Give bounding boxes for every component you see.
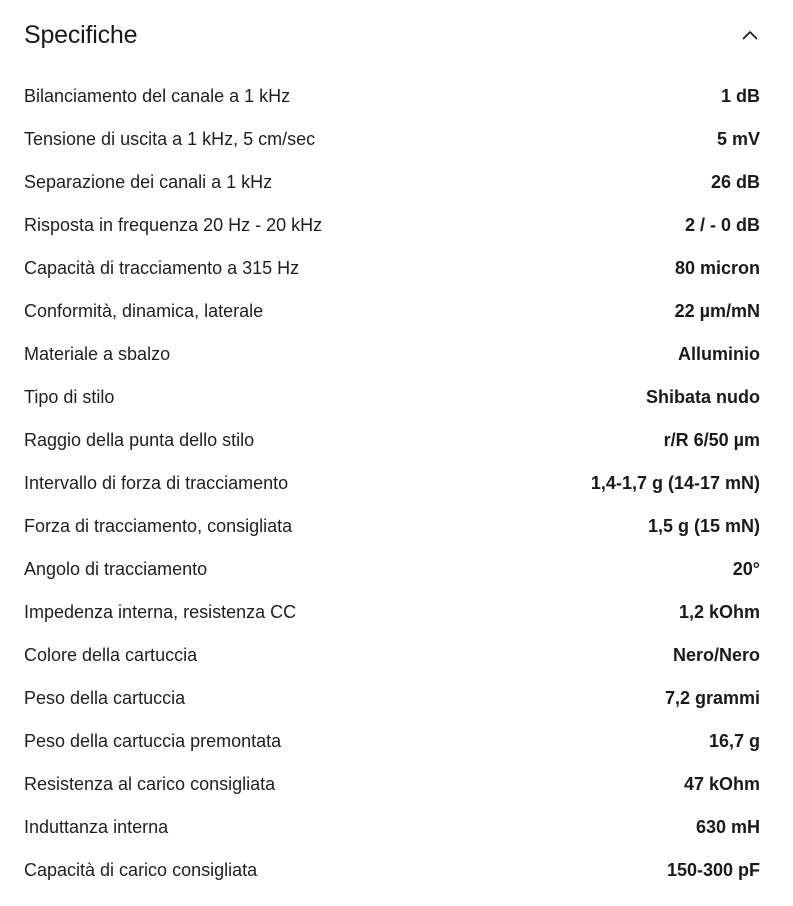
spec-label: Forza di tracciamento, consigliata [24, 516, 293, 536]
specs-header[interactable] [24, 14, 760, 56]
specs-title: Specifiche [24, 20, 138, 49]
spec-value: 150-300 pF [666, 860, 760, 880]
spec-value: 26 dB [710, 172, 760, 192]
spec-row [24, 505, 760, 548]
specs-list [24, 75, 760, 892]
spec-row [24, 376, 760, 419]
spec-label: Risposta in frequenza 20 Hz - 20 kHz [24, 215, 323, 235]
spec-label: Tensione di uscita a 1 kHz, 5 cm/sec [24, 129, 316, 149]
spec-row [24, 677, 760, 720]
spec-value: 80 micron [674, 258, 760, 278]
spec-label: Conformità, dinamica, laterale [24, 301, 264, 321]
spec-row [24, 462, 760, 505]
spec-value: Alluminio [678, 344, 760, 364]
spec-label: Bilanciamento del canale a 1 kHz [24, 86, 291, 106]
spec-row [24, 849, 760, 892]
spec-row [24, 720, 760, 763]
spec-value: 1,4-1,7 g (14-17 mN) [590, 473, 760, 493]
spec-label: Intervallo di forza di tracciamento [24, 473, 289, 493]
spec-value: 5 mV [716, 129, 760, 149]
spec-label: Materiale a sbalzo [24, 344, 171, 364]
spec-row [24, 806, 760, 849]
spec-row [24, 247, 760, 290]
spec-value: 630 mH [695, 817, 760, 837]
spec-row [24, 591, 760, 634]
spec-row [24, 634, 760, 677]
spec-row [24, 290, 760, 333]
spec-row [24, 204, 760, 247]
spec-label: Peso della cartuccia premontata [24, 731, 282, 751]
spec-label: Colore della cartuccia [24, 645, 198, 665]
spec-row [24, 333, 760, 376]
spec-value: 47 kOhm [683, 774, 760, 794]
spec-label: Impedenza interna, resistenza CC [24, 602, 297, 622]
spec-label: Capacità di tracciamento a 315 Hz [24, 258, 300, 278]
spec-row [24, 118, 760, 161]
spec-value: 7,2 grammi [664, 688, 760, 708]
spec-value: 22 µm/mN [674, 301, 760, 321]
spec-label: Angolo di tracciamento [24, 559, 208, 579]
spec-row [24, 419, 760, 462]
spec-label: Tipo di stilo [24, 387, 115, 407]
spec-label: Peso della cartuccia [24, 688, 186, 708]
chevron-up-icon [742, 30, 758, 40]
spec-value: 20° [732, 559, 760, 579]
spec-value: r/R 6/50 µm [663, 430, 760, 450]
spec-label: Induttanza interna [24, 817, 169, 837]
spec-value: Shibata nudo [646, 387, 760, 407]
spec-row [24, 161, 760, 204]
spec-value: 1 dB [720, 86, 760, 106]
spec-label: Resistenza al carico consigliata [24, 774, 276, 794]
spec-value: 2 / - 0 dB [684, 215, 760, 235]
spec-value: 16,7 g [708, 731, 760, 751]
spec-value: 1,2 kOhm [678, 602, 760, 622]
spec-row [24, 763, 760, 806]
spec-value: Nero/Nero [672, 645, 760, 665]
spec-row [24, 75, 760, 118]
spec-value: 1,5 g (15 mN) [647, 516, 760, 536]
spec-label: Raggio della punta dello stilo [24, 430, 255, 450]
spec-label: Separazione dei canali a 1 kHz [24, 172, 273, 192]
spec-label: Capacità di carico consigliata [24, 860, 258, 880]
collapse-toggle-button[interactable] [740, 25, 760, 45]
spec-row [24, 548, 760, 591]
